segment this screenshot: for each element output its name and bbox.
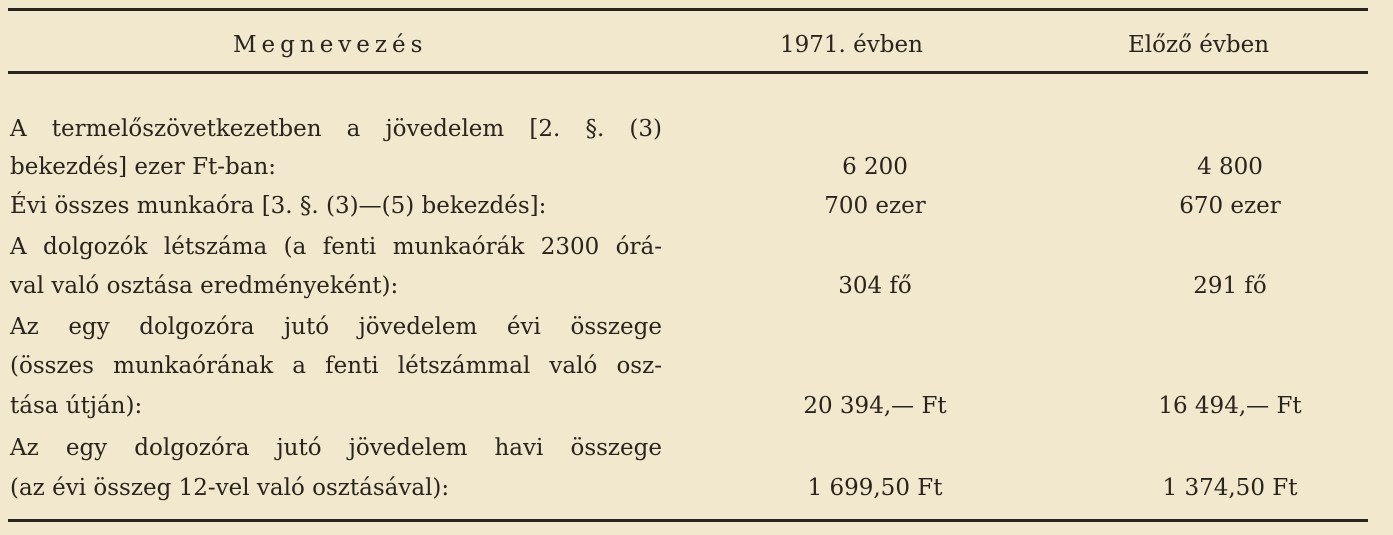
value-previous-year: 1 374,50 Ft (1162, 475, 1298, 501)
value-current-year: 304 fő (838, 273, 912, 299)
row-label-line: (az évi összeg 12-vel való osztásával): (10, 475, 450, 501)
row-label-line: A dolgozók létszáma (a fenti munkaórák 2300 órá- (10, 234, 662, 260)
value-current-year: 700 ezer (824, 193, 926, 219)
top-rule (8, 8, 1368, 11)
column-header-current-year: 1971. évben (780, 32, 923, 58)
header-rule (8, 71, 1368, 74)
value-previous-year: 4 800 (1197, 154, 1263, 180)
column-header-previous-year: Előző évben (1128, 32, 1270, 58)
bottom-rule (8, 519, 1368, 522)
value-previous-year: 291 fő (1193, 273, 1267, 299)
value-current-year: 1 699,50 Ft (807, 475, 943, 501)
row-label-line: A termelőszövetkezetben a jövedelem [2. §. (3) (10, 116, 662, 142)
row-label-line: (összes munkaórának a fenti létszámmal való osz- (10, 353, 662, 379)
value-current-year: 6 200 (842, 154, 908, 180)
row-label-line: Az egy dolgozóra jutó jövedelem évi összege (10, 314, 662, 340)
row-label-line: tása útján): (10, 393, 143, 419)
column-header-name: Megnevezés (233, 32, 428, 58)
row-label-line: val való osztása eredményeként): (10, 273, 399, 299)
row-label-line: bekezdés] ezer Ft-ban: (10, 154, 277, 180)
value-current-year: 20 394,— Ft (803, 393, 947, 419)
value-previous-year: 670 ezer (1179, 193, 1281, 219)
value-previous-year: 16 494,— Ft (1158, 393, 1302, 419)
row-label-line: Az egy dolgozóra jutó jövedelem havi összege (10, 435, 662, 461)
row-label-line: Évi összes munkaóra [3. §. (3)—(5) bekezdés]: (10, 193, 547, 219)
